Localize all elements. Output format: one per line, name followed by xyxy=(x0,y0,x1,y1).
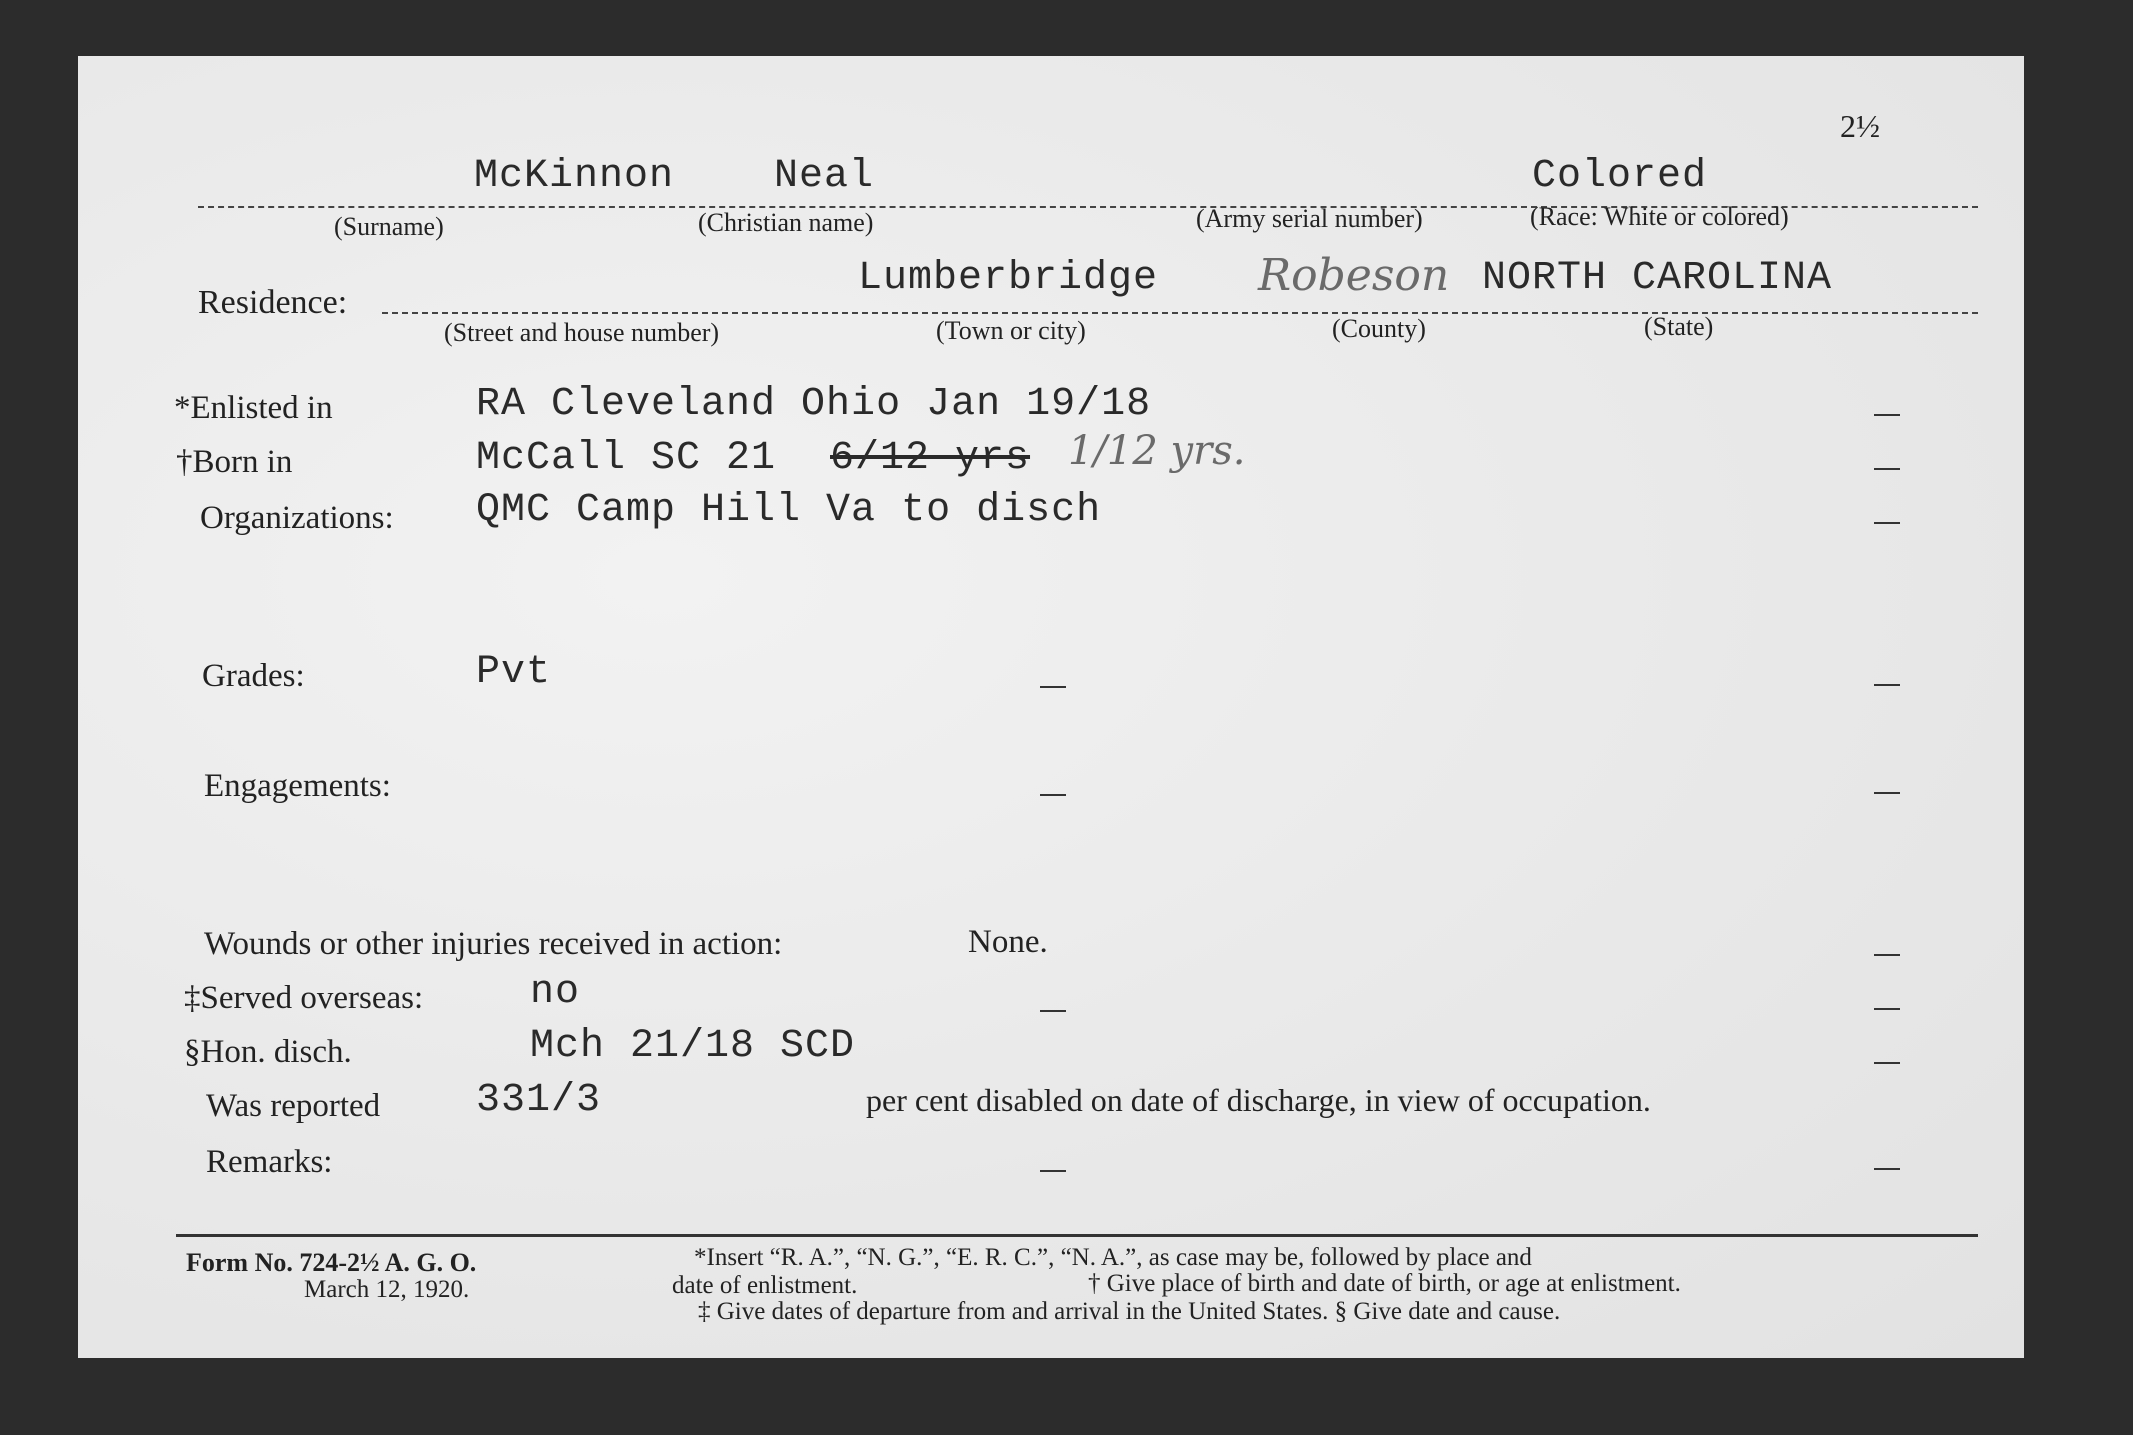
remarks-label: Remarks: xyxy=(206,1144,333,1180)
grades-label: Grades: xyxy=(202,658,305,694)
christian-name-value: Neal xyxy=(774,154,875,199)
remarks-tick-mid xyxy=(1040,1170,1066,1172)
wounds-tick xyxy=(1874,954,1900,956)
footnote-insert: *Insert “R. A.”, “N. G.”, “E. R. C.”, “N. A.”, as case may be, followed by place and xyxy=(694,1244,1532,1271)
form-date: March 12, 1920. xyxy=(304,1276,470,1303)
was-reported-label: Was reported xyxy=(206,1088,381,1124)
town-value: Lumberbridge xyxy=(858,256,1159,301)
hon-disch-value: Mch 21/18 SCD xyxy=(530,1024,856,1069)
footnote-birth: † Give place of birth and date of birth, or age at enlistment. xyxy=(1088,1270,1681,1297)
wounds-value: None. xyxy=(968,924,1048,960)
race-value: Colored xyxy=(1532,154,1708,199)
footer-rule xyxy=(176,1234,1978,1237)
overseas-tick xyxy=(1874,1008,1900,1010)
born-label: †Born in xyxy=(176,444,293,480)
christian-name-label: (Christian name) xyxy=(698,208,874,237)
engagements-tick xyxy=(1874,792,1900,794)
grades-tick xyxy=(1874,684,1900,686)
footnote-departure: ‡ Give dates of departure from and arrival in the United States. § Give date and cause. xyxy=(698,1298,1561,1325)
enlisted-value: RA Cleveland Ohio Jan 19/18 xyxy=(476,382,1152,427)
served-overseas-value: no xyxy=(530,970,581,1015)
county-label: (County) xyxy=(1332,314,1426,343)
race-label: (Race: White or colored) xyxy=(1530,202,1789,231)
surname-value: McKinnon xyxy=(474,154,675,199)
remarks-tick xyxy=(1874,1168,1900,1170)
residence-line xyxy=(382,312,1978,314)
county-value: Robeson xyxy=(1258,250,1450,301)
organizations-value: QMC Camp Hill Va to disch xyxy=(476,488,1102,533)
organizations-tick xyxy=(1874,522,1900,524)
overseas-tick-mid xyxy=(1040,1010,1066,1012)
born-tick xyxy=(1874,468,1900,470)
state-value: NORTH CAROLINA xyxy=(1482,256,1833,301)
was-reported-value: 331/3 xyxy=(476,1078,602,1123)
grades-tick-mid xyxy=(1040,686,1066,688)
state-label: (State) xyxy=(1644,312,1714,341)
disch-tick xyxy=(1874,1062,1900,1064)
town-label: (Town or city) xyxy=(936,316,1086,345)
disability-statement: per cent disabled on date of discharge, in view of occupation. xyxy=(866,1082,1651,1118)
residence-label: Residence: xyxy=(198,284,348,321)
born-age-handwritten: 1/12 yrs. xyxy=(1068,428,1246,474)
card-number: 2½ xyxy=(1840,108,1880,144)
form-number: Form No. 724-2½ A. G. O. xyxy=(186,1248,477,1277)
born-value: McCall SC 21 xyxy=(476,436,777,481)
served-overseas-label: ‡Served overseas: xyxy=(184,980,424,1016)
grades-value: Pvt xyxy=(476,650,552,695)
organizations-label: Organizations: xyxy=(200,500,394,536)
street-label: (Street and house number) xyxy=(444,318,720,347)
enlistment-record-card xyxy=(78,56,2024,1358)
surname-label: (Surname) xyxy=(334,212,444,241)
enlisted-label: *Enlisted in xyxy=(174,390,333,426)
hon-disch-label: §Hon. disch. xyxy=(184,1034,352,1070)
enlisted-tick xyxy=(1874,414,1900,416)
engagements-tick-mid xyxy=(1040,794,1066,796)
born-age-struck: 6/12 yrs xyxy=(830,436,1031,481)
footnote-enlistment: date of enlistment. xyxy=(672,1272,858,1299)
wounds-label: Wounds or other injuries received in action: xyxy=(204,926,783,962)
serial-number-label: (Army serial number) xyxy=(1196,204,1423,233)
engagements-label: Engagements: xyxy=(204,768,391,804)
